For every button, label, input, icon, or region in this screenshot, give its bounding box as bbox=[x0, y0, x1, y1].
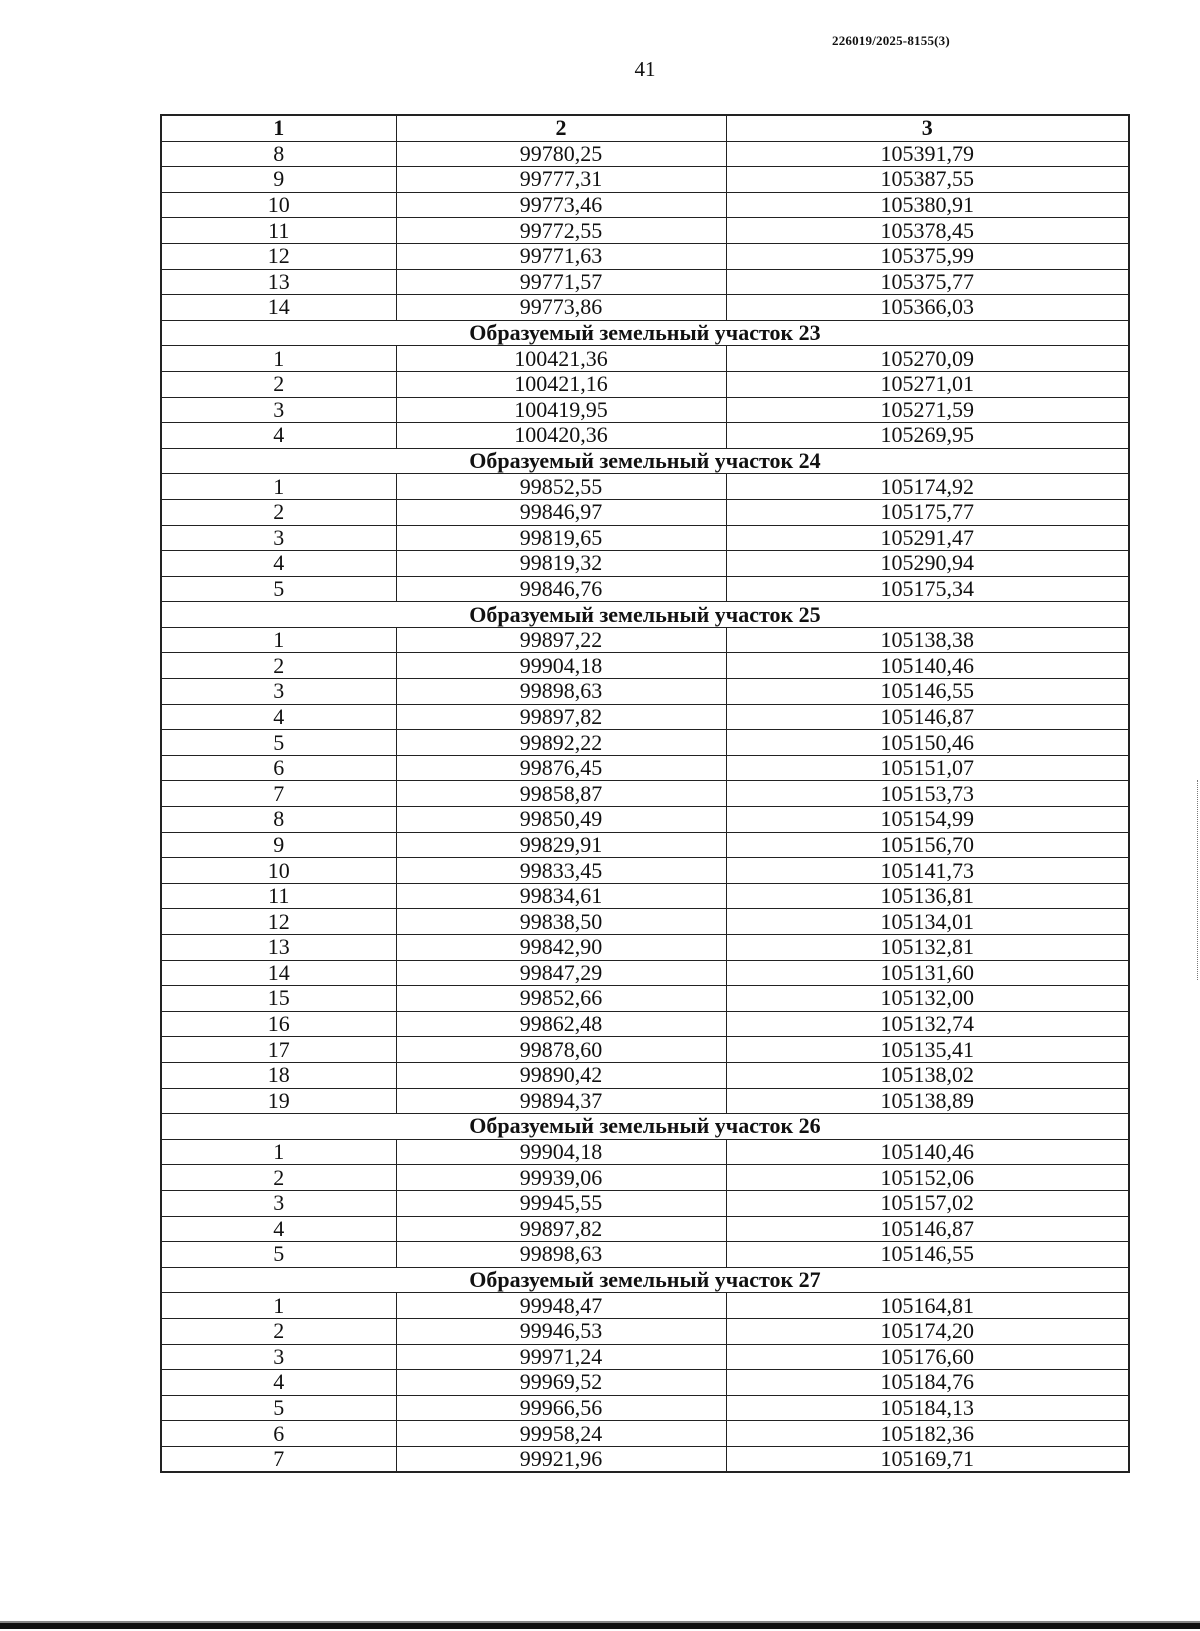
section-heading: Образуемый земельный участок 26 bbox=[161, 1114, 1129, 1140]
point-number-cell: 9 bbox=[161, 832, 396, 858]
table-row bbox=[161, 883, 1129, 909]
table-row bbox=[161, 192, 1129, 218]
coordinate-x-cell: 99862,48 bbox=[396, 1011, 726, 1037]
coordinate-x-cell: 99834,61 bbox=[396, 883, 726, 909]
point-number-cell: 3 bbox=[161, 397, 396, 423]
coordinate-x-cell: 100421,16 bbox=[396, 371, 726, 397]
point-number-cell: 4 bbox=[161, 423, 396, 449]
coordinate-y-cell: 105269,95 bbox=[726, 423, 1129, 449]
table-row bbox=[161, 474, 1129, 500]
coordinate-x-cell: 99842,90 bbox=[396, 935, 726, 961]
point-number-cell: 8 bbox=[161, 807, 396, 833]
coordinate-y-cell: 105138,38 bbox=[726, 627, 1129, 653]
table-row bbox=[161, 1293, 1129, 1319]
table-row bbox=[161, 525, 1129, 551]
point-number-cell: 3 bbox=[161, 525, 396, 551]
coordinate-x-cell: 99878,60 bbox=[396, 1037, 726, 1063]
coordinate-y-cell: 105136,81 bbox=[726, 883, 1129, 909]
coordinate-y-cell: 105138,02 bbox=[726, 1062, 1129, 1088]
coordinate-x-cell: 99898,63 bbox=[396, 679, 726, 705]
coordinate-x-cell: 99771,57 bbox=[396, 269, 726, 295]
table-row bbox=[161, 1139, 1129, 1165]
point-number-cell: 1 bbox=[161, 1139, 396, 1165]
point-number-cell: 8 bbox=[161, 141, 396, 167]
table-row bbox=[161, 909, 1129, 935]
table-row bbox=[161, 269, 1129, 295]
table-row bbox=[161, 935, 1129, 961]
table-row bbox=[161, 141, 1129, 167]
point-number-cell: 2 bbox=[161, 371, 396, 397]
table-row bbox=[161, 755, 1129, 781]
coordinate-x-cell: 99897,82 bbox=[396, 1216, 726, 1242]
point-number-cell: 1 bbox=[161, 627, 396, 653]
coordinate-x-cell: 99850,49 bbox=[396, 807, 726, 833]
coordinate-y-cell: 105132,81 bbox=[726, 935, 1129, 961]
coordinate-y-cell: 105270,09 bbox=[726, 346, 1129, 372]
coordinate-y-cell: 105150,46 bbox=[726, 730, 1129, 756]
section-heading-row bbox=[161, 1114, 1129, 1140]
coordinate-y-cell: 105132,00 bbox=[726, 986, 1129, 1012]
table-row bbox=[161, 1344, 1129, 1370]
point-number-cell: 3 bbox=[161, 679, 396, 705]
table-row bbox=[161, 1037, 1129, 1063]
coordinate-y-cell: 105184,76 bbox=[726, 1370, 1129, 1396]
table-row bbox=[161, 1242, 1129, 1268]
coordinate-y-cell: 105169,71 bbox=[726, 1446, 1129, 1472]
point-number-cell: 16 bbox=[161, 1011, 396, 1037]
coordinate-y-cell: 105291,47 bbox=[726, 525, 1129, 551]
coordinate-x-cell: 99904,18 bbox=[396, 1139, 726, 1165]
point-number-cell: 11 bbox=[161, 218, 396, 244]
coordinate-x-cell: 99948,47 bbox=[396, 1293, 726, 1319]
table-row bbox=[161, 499, 1129, 525]
coordinate-y-cell: 105380,91 bbox=[726, 192, 1129, 218]
section-heading: Образуемый земельный участок 24 bbox=[161, 448, 1129, 474]
point-number-cell: 2 bbox=[161, 653, 396, 679]
column-header-1: 1 bbox=[161, 115, 396, 141]
point-number-cell: 5 bbox=[161, 576, 396, 602]
table-row bbox=[161, 858, 1129, 884]
coordinate-y-cell: 105174,92 bbox=[726, 474, 1129, 500]
table-row bbox=[161, 576, 1129, 602]
table-row bbox=[161, 1216, 1129, 1242]
table-row bbox=[161, 1011, 1129, 1037]
coordinate-x-cell: 99894,37 bbox=[396, 1088, 726, 1114]
coordinate-y-cell: 105290,94 bbox=[726, 551, 1129, 577]
point-number-cell: 1 bbox=[161, 346, 396, 372]
page-number: 41 bbox=[634, 57, 656, 81]
coordinate-y-cell: 105164,81 bbox=[726, 1293, 1129, 1319]
section-heading: Образуемый земельный участок 27 bbox=[161, 1267, 1129, 1293]
coordinate-y-cell: 105375,77 bbox=[726, 269, 1129, 295]
table-row bbox=[161, 1088, 1129, 1114]
point-number-cell: 14 bbox=[161, 960, 396, 986]
document-reference-number: 226019/2025-8155(3) bbox=[832, 33, 950, 48]
coordinate-y-cell: 105152,06 bbox=[726, 1165, 1129, 1191]
coordinate-x-cell: 99773,86 bbox=[396, 295, 726, 321]
coordinate-y-cell: 105378,45 bbox=[726, 218, 1129, 244]
table-row bbox=[161, 1446, 1129, 1472]
coordinate-x-cell: 99852,66 bbox=[396, 986, 726, 1012]
point-number-cell: 10 bbox=[161, 858, 396, 884]
coordinate-x-cell: 99897,22 bbox=[396, 627, 726, 653]
coordinate-x-cell: 99898,63 bbox=[396, 1242, 726, 1268]
coordinate-x-cell: 99847,29 bbox=[396, 960, 726, 986]
coordinate-y-cell: 105146,55 bbox=[726, 1242, 1129, 1268]
coordinate-x-cell: 99852,55 bbox=[396, 474, 726, 500]
table-row bbox=[161, 730, 1129, 756]
coordinate-y-cell: 105140,46 bbox=[726, 1139, 1129, 1165]
coordinate-x-cell: 99819,65 bbox=[396, 525, 726, 551]
point-number-cell: 7 bbox=[161, 1446, 396, 1472]
coordinate-y-cell: 105138,89 bbox=[726, 1088, 1129, 1114]
coordinate-x-cell: 99897,82 bbox=[396, 704, 726, 730]
point-number-cell: 4 bbox=[161, 1370, 396, 1396]
coordinate-y-cell: 105140,46 bbox=[726, 653, 1129, 679]
coordinate-x-cell: 99858,87 bbox=[396, 781, 726, 807]
table-row bbox=[161, 295, 1129, 321]
coordinate-y-cell: 105366,03 bbox=[726, 295, 1129, 321]
table-row bbox=[161, 218, 1129, 244]
point-number-cell: 13 bbox=[161, 935, 396, 961]
point-number-cell: 15 bbox=[161, 986, 396, 1012]
point-number-cell: 2 bbox=[161, 1318, 396, 1344]
table-row bbox=[161, 1062, 1129, 1088]
section-heading-row bbox=[161, 602, 1129, 628]
coordinate-y-cell: 105184,13 bbox=[726, 1395, 1129, 1421]
point-number-cell: 19 bbox=[161, 1088, 396, 1114]
coordinate-x-cell: 99838,50 bbox=[396, 909, 726, 935]
coordinate-x-cell: 100419,95 bbox=[396, 397, 726, 423]
coordinate-y-cell: 105153,73 bbox=[726, 781, 1129, 807]
coordinate-x-cell: 99846,97 bbox=[396, 499, 726, 525]
table-row bbox=[161, 423, 1129, 449]
coordinate-x-cell: 99772,55 bbox=[396, 218, 726, 244]
section-heading: Образуемый земельный участок 25 bbox=[161, 602, 1129, 628]
point-number-cell: 1 bbox=[161, 474, 396, 500]
table-row bbox=[161, 986, 1129, 1012]
coordinate-y-cell: 105141,73 bbox=[726, 858, 1129, 884]
table-row bbox=[161, 1395, 1129, 1421]
point-number-cell: 4 bbox=[161, 704, 396, 730]
column-header-2: 2 bbox=[396, 115, 726, 141]
table-row bbox=[161, 960, 1129, 986]
point-number-cell: 18 bbox=[161, 1062, 396, 1088]
coordinate-y-cell: 105154,99 bbox=[726, 807, 1129, 833]
coordinate-y-cell: 105375,99 bbox=[726, 243, 1129, 269]
section-heading-row bbox=[161, 1267, 1129, 1293]
point-number-cell: 9 bbox=[161, 167, 396, 193]
coordinate-x-cell: 99904,18 bbox=[396, 653, 726, 679]
coordinate-y-cell: 105175,34 bbox=[726, 576, 1129, 602]
coordinate-x-cell: 100421,36 bbox=[396, 346, 726, 372]
coordinate-x-cell: 99921,96 bbox=[396, 1446, 726, 1472]
scan-artifact bbox=[1195, 780, 1198, 980]
coordinate-x-cell: 100420,36 bbox=[396, 423, 726, 449]
table-row bbox=[161, 1318, 1129, 1344]
point-number-cell: 6 bbox=[161, 755, 396, 781]
table-row bbox=[161, 627, 1129, 653]
coordinate-x-cell: 99971,24 bbox=[396, 1344, 726, 1370]
table-row bbox=[161, 704, 1129, 730]
coordinate-x-cell: 99829,91 bbox=[396, 832, 726, 858]
coordinate-x-cell: 99819,32 bbox=[396, 551, 726, 577]
coordinate-x-cell: 99958,24 bbox=[396, 1421, 726, 1447]
section-heading-row bbox=[161, 448, 1129, 474]
point-number-cell: 7 bbox=[161, 781, 396, 807]
coordinate-x-cell: 99876,45 bbox=[396, 755, 726, 781]
table-row bbox=[161, 653, 1129, 679]
coordinate-y-cell: 105146,55 bbox=[726, 679, 1129, 705]
point-number-cell: 5 bbox=[161, 1242, 396, 1268]
point-number-cell: 1 bbox=[161, 1293, 396, 1319]
table-row bbox=[161, 1190, 1129, 1216]
table-row bbox=[161, 1165, 1129, 1191]
coordinate-y-cell: 105391,79 bbox=[726, 141, 1129, 167]
point-number-cell: 5 bbox=[161, 730, 396, 756]
table-header-row bbox=[161, 115, 1129, 141]
table-body bbox=[161, 141, 1129, 1472]
table-row bbox=[161, 243, 1129, 269]
coordinate-y-cell: 105134,01 bbox=[726, 909, 1129, 935]
coordinate-y-cell: 105176,60 bbox=[726, 1344, 1129, 1370]
coordinate-y-cell: 105157,02 bbox=[726, 1190, 1129, 1216]
point-number-cell: 14 bbox=[161, 295, 396, 321]
point-number-cell: 2 bbox=[161, 1165, 396, 1191]
coordinate-y-cell: 105146,87 bbox=[726, 1216, 1129, 1242]
coordinate-x-cell: 99780,25 bbox=[396, 141, 726, 167]
coordinates-table bbox=[160, 114, 1130, 1473]
coordinate-x-cell: 99939,06 bbox=[396, 1165, 726, 1191]
table-row bbox=[161, 832, 1129, 858]
point-number-cell: 11 bbox=[161, 883, 396, 909]
table-row bbox=[161, 346, 1129, 372]
point-number-cell: 3 bbox=[161, 1190, 396, 1216]
point-number-cell: 17 bbox=[161, 1037, 396, 1063]
coordinate-y-cell: 105131,60 bbox=[726, 960, 1129, 986]
table-row bbox=[161, 167, 1129, 193]
table-row bbox=[161, 551, 1129, 577]
coordinate-y-cell: 105271,01 bbox=[726, 371, 1129, 397]
point-number-cell: 4 bbox=[161, 551, 396, 577]
point-number-cell: 3 bbox=[161, 1344, 396, 1370]
coordinate-x-cell: 99969,52 bbox=[396, 1370, 726, 1396]
coordinate-x-cell: 99890,42 bbox=[396, 1062, 726, 1088]
coordinate-y-cell: 105146,87 bbox=[726, 704, 1129, 730]
point-number-cell: 2 bbox=[161, 499, 396, 525]
point-number-cell: 5 bbox=[161, 1395, 396, 1421]
coordinate-x-cell: 99945,55 bbox=[396, 1190, 726, 1216]
coordinate-y-cell: 105151,07 bbox=[726, 755, 1129, 781]
coordinate-x-cell: 99966,56 bbox=[396, 1395, 726, 1421]
coordinate-y-cell: 105135,41 bbox=[726, 1037, 1129, 1063]
coordinate-x-cell: 99777,31 bbox=[396, 167, 726, 193]
coordinate-y-cell: 105182,36 bbox=[726, 1421, 1129, 1447]
point-number-cell: 4 bbox=[161, 1216, 396, 1242]
coordinate-x-cell: 99833,45 bbox=[396, 858, 726, 884]
point-number-cell: 12 bbox=[161, 243, 396, 269]
coordinate-x-cell: 99771,63 bbox=[396, 243, 726, 269]
table-row bbox=[161, 807, 1129, 833]
coordinate-y-cell: 105174,20 bbox=[726, 1318, 1129, 1344]
coordinate-x-cell: 99892,22 bbox=[396, 730, 726, 756]
coordinate-x-cell: 99773,46 bbox=[396, 192, 726, 218]
table-row bbox=[161, 371, 1129, 397]
point-number-cell: 12 bbox=[161, 909, 396, 935]
column-header-3: 3 bbox=[726, 115, 1129, 141]
coordinate-x-cell: 99946,53 bbox=[396, 1318, 726, 1344]
section-heading: Образуемый земельный участок 23 bbox=[161, 320, 1129, 346]
coordinate-y-cell: 105156,70 bbox=[726, 832, 1129, 858]
section-heading-row bbox=[161, 320, 1129, 346]
scan-edge-bar bbox=[0, 1623, 1200, 1629]
coordinate-y-cell: 105271,59 bbox=[726, 397, 1129, 423]
point-number-cell: 10 bbox=[161, 192, 396, 218]
coordinate-y-cell: 105387,55 bbox=[726, 167, 1129, 193]
coordinate-y-cell: 105175,77 bbox=[726, 499, 1129, 525]
point-number-cell: 13 bbox=[161, 269, 396, 295]
table-row bbox=[161, 397, 1129, 423]
table-row bbox=[161, 1421, 1129, 1447]
table-row bbox=[161, 781, 1129, 807]
coordinate-y-cell: 105132,74 bbox=[726, 1011, 1129, 1037]
table-row bbox=[161, 1370, 1129, 1396]
point-number-cell: 6 bbox=[161, 1421, 396, 1447]
table-row bbox=[161, 679, 1129, 705]
coordinate-x-cell: 99846,76 bbox=[396, 576, 726, 602]
